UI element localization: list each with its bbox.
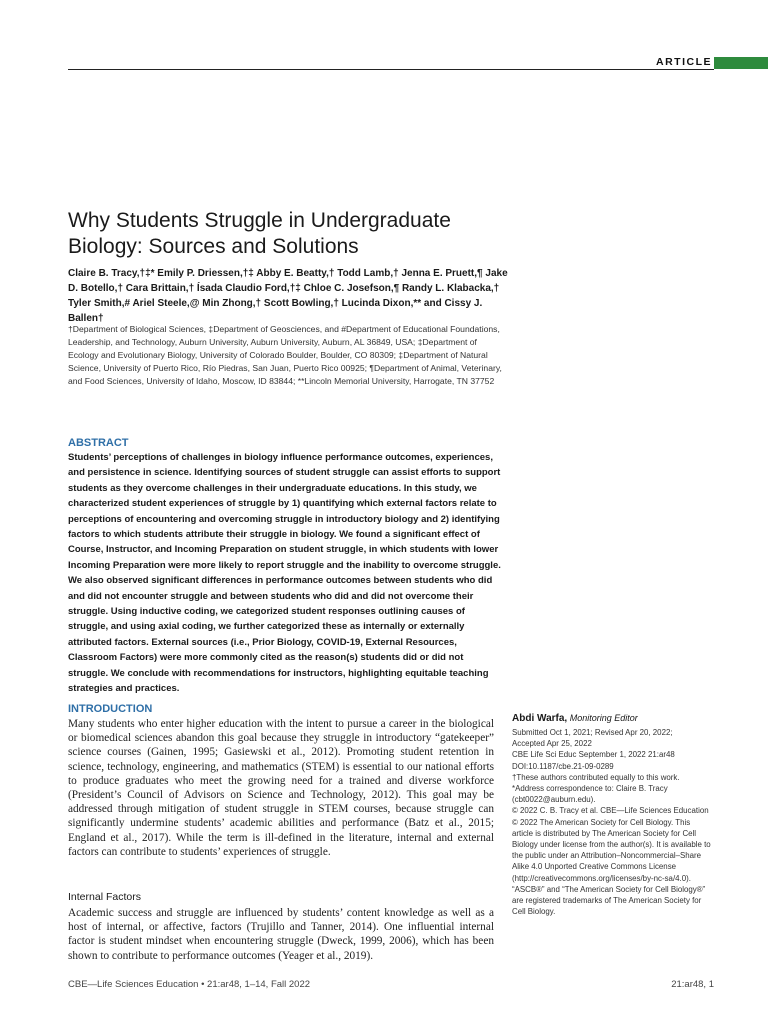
footer-journal: CBE—Life Sciences Education • 21:ar48, 1–14, Fall 2022 bbox=[68, 979, 311, 990]
header-accent-tab bbox=[714, 57, 768, 69]
correspondence-email: (cbt0022@auburn.edu). bbox=[512, 795, 596, 805]
monitoring-editor bbox=[512, 712, 712, 725]
header-rule bbox=[68, 69, 714, 70]
footer-page-number: 21:ar48, 1 bbox=[671, 979, 714, 990]
article-type-label: ARTICLE bbox=[656, 56, 712, 68]
abstract-heading: ABSTRACT bbox=[68, 437, 129, 449]
introduction-text: Many students who enter higher education with the intent to pursue a career in the biological or biomedical sciences abandon this goal because they struggle in introductory “gatekeeper” science courses (Gainen, 1995; Gasiewski et al., 2012). Promoting student retention in science, technology, engineering, and mathematics (STEM) is essential to our national efforts to produce graduates who meet the growing need for a trained and diverse workforce (President’s Council of Advisors on Science and Technology, 2012). This goal may be addressed through mitigation of student struggle in STEM courses, because struggle can significantly undermine students’ academic abilities and performance (Batz et al., 2015; England et al., 2017). While the term is ill-defined in the literature, internal and external factors can contribute to students’ experiences of struggle. bbox=[68, 718, 494, 858]
equal-contribution-note: †These authors contributed equally to this work. bbox=[512, 772, 680, 782]
doi: DOI:10.1187/cbe.21-09-0289 bbox=[512, 761, 614, 771]
paper-title: Why Students Struggle in Undergraduate Biology: Sources and Solutions bbox=[68, 209, 451, 258]
internal-factors-heading: Internal Factors bbox=[68, 891, 141, 903]
affiliations: †Department of Biological Sciences, ‡Department of Geosciences, and #Department of Educational Foundations, Leadership, and Technology, Auburn University, Auburn University, Auburn, AL 36849, USA; ‡Department of Ecology and Evolutionary Biology, University of Colorado Boulder, Boulder, CO 80309; ‡Department of Natural Science, University of Puerto Rico, Río Piedras, San Juan, Puerto Rico 00925; ¶Department of Animal, Veterinary, and Food Sciences, University of Idaho, Moscow, ID 83844; **Lincoln Memorial University, Harrogate, TN 37752 bbox=[68, 324, 502, 387]
editor-role: Monitoring Editor bbox=[569, 713, 638, 723]
introduction-heading: INTRODUCTION bbox=[68, 703, 153, 715]
abstract-text: Students’ perceptions of challenges in biology influence performance outcomes, experiences, and persistence in science. Identifying sources of student struggle can assist efforts to support students as they overcome challenges in their undergraduate educations. In this study, we characterized student experiences of struggle by 1) quantifying which external factors relate to perceptions of encountering and overcoming struggle in introductory biology and 2) identifying factors to which students attribute their struggle in biology. We found a significant effect of Course, Instructor, and Incoming Preparation on student struggle, in which students with lower Incoming Preparation were more likely to report struggle and the inability to overcome struggle. We also observed significant differences in performance outcomes between students who did and did not encounter struggle and between students who did and did not overcome their struggle. Using inductive coding, we categorized student responses outlining causes of struggle, and using axial coding, we further categorized these as internally or externally attributed factors. External sources (i.e., Prior Biology, COVID-19, External Resources, Classroom Factors) were more commonly cited as the reason(s) students did or did not struggle. We conclude with recommendations for instructors, highlighting equitable teaching strategies and practices. bbox=[68, 452, 501, 695]
acceptance-date: Accepted Apr 25, 2022 bbox=[512, 739, 592, 749]
sidebar-notes bbox=[512, 727, 712, 917]
author-list: Claire B. Tracy,†‡* Emily P. Driessen,†‡ Abby E. Beatty,† Todd Lamb,† Jenna E. Pruett,¶ Jake D. Botello,† Cara Brittain,† Ísada Claudio Ford,†‡ Chloe C. Josefson,¶ Randy L. Klabacka,† Tyler Smith,# Ariel Steele,@ Min Zhong,† Scott Bowling,† Lucinda Dixon,** and Cissy J. Ballen† bbox=[68, 268, 508, 324]
copyright-license: © 2022 C. B. Tracy et al. CBE—Life Sciences Education © 2022 The American Society for Cell Biology. This article is distributed by The American Society for Cell Biology under license from the author(s). It is available to the public under an Attribution–Noncommercial–Share Alike 4.0 Unported Creative Commons License (http://creativecommons.org/licenses/by-nc-sa/4.0). bbox=[512, 806, 711, 883]
internal-factors-text: Academic success and struggle are influenced by students’ content knowledge as well as a host of internal, or affective, factors (Trujillo and Tanner, 2014). One influential internal factor is student mindset when encountering struggle (Dweck, 1999, 2006), which has been shown to contribute to performance outcomes (Yeager et al., 2019). bbox=[68, 907, 494, 962]
trademark-note: “ASCB®” and “The American Society for Cell Biology®” are registered trademarks of The American Society for Cell Biology. bbox=[512, 884, 706, 917]
editor-name: Abdi Warfa, bbox=[512, 713, 568, 724]
correspondence-note: *Address correspondence to: Claire B. Tracy bbox=[512, 784, 668, 794]
citation: CBE Life Sci Educ September 1, 2022 21:ar48 bbox=[512, 750, 675, 760]
submission-dates: Submitted Oct 1, 2021; Revised Apr 20, 2022; bbox=[512, 728, 673, 737]
